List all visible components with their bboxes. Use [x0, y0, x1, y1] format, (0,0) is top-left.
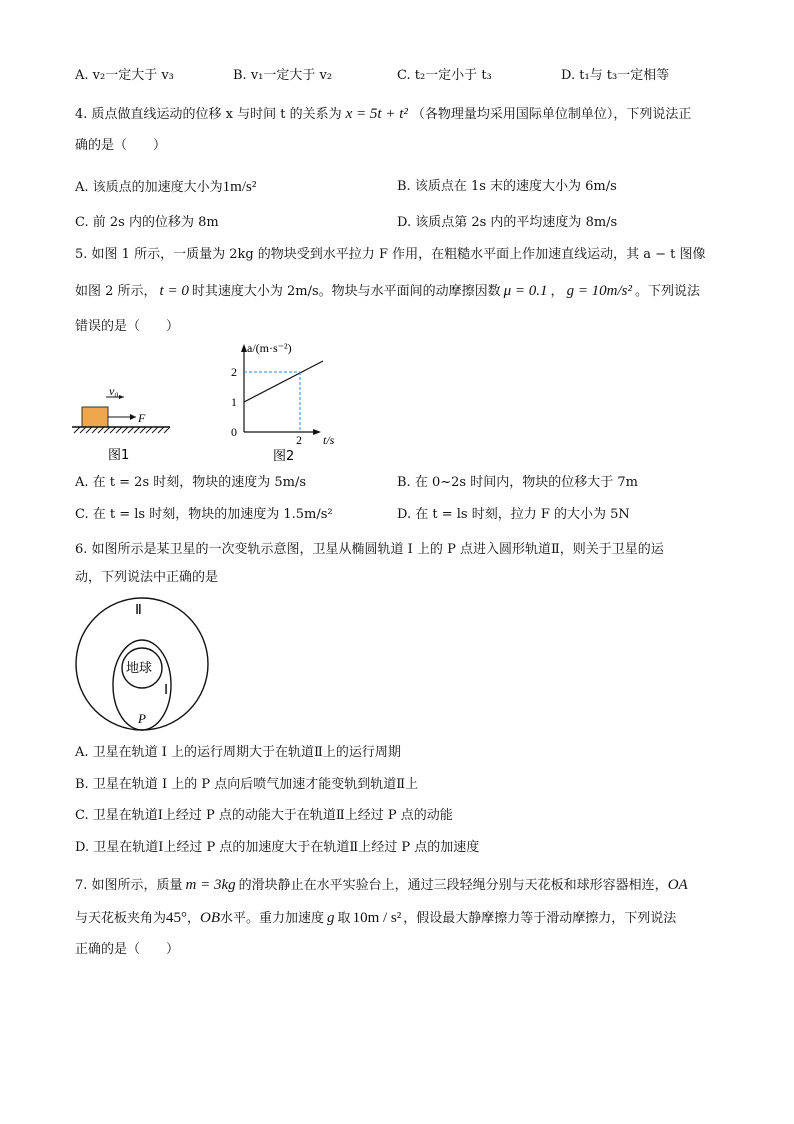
q7-stem-line1: 7. 如图所示，质量 m = 3kg 的滑块静止在水平实验台上，通过三段轻绳分别与天花板和球形容器相连，OA: [75, 877, 688, 893]
orbit-2-label: Ⅱ: [135, 603, 142, 618]
q5-figure-2: [225, 338, 345, 468]
q6-stem-line2: 动，下列说法中正确的是: [75, 570, 219, 585]
y-tick-1: 1: [231, 395, 237, 409]
q4-option-b: B. 该质点在 1s 末的速度大小为 6m/s: [397, 179, 617, 194]
x-tick-2: 2: [296, 433, 302, 447]
q5-figure-1: [70, 385, 180, 465]
fig2-caption: 图2: [273, 449, 295, 464]
q3-option-d: D. t₁与 t₃一定相等: [561, 68, 670, 83]
velocity-arrowhead: [119, 395, 124, 399]
ground-hatching: [74, 427, 170, 433]
y-axis-label: a/(m·s⁻²): [247, 341, 292, 355]
q5-stem-line2: 如图 2 所示， t = 0 时其速度大小为 2m/s。物块与水平面间的动摩擦因数 μ = 0.1 ， g = 10m/s² 。下列说法: [75, 283, 701, 299]
x-axis-label: t/s: [323, 433, 335, 447]
x-axis-arrow: [313, 429, 321, 435]
q5-stem-line3: 错误的是（ ）: [75, 319, 180, 334]
origin-label: 0: [231, 425, 237, 439]
q6-option-c: C. 卫星在轨道Ⅰ上经过 P 点的动能大于在轨道Ⅱ上经过 P 点的动能: [75, 808, 453, 823]
q3-option-a: A. v₂一定大于 v₃: [75, 68, 174, 83]
fig1-caption: 图1: [108, 448, 130, 463]
orbit-1-label: Ⅰ: [164, 683, 169, 698]
q5-stem-line1: 5. 如图 1 所示，一质量为 2kg 的物块受到水平拉力 F 作用，在粗糙水平面上作加速直线运动，其 a − t 图像: [75, 247, 706, 262]
a-t-line: [244, 361, 323, 402]
block-rect: [82, 407, 108, 427]
force-arrowhead: [130, 414, 136, 420]
earth-label: 地球: [126, 661, 153, 676]
q4-option-c: C. 前 2s 内的位移为 8m: [75, 215, 219, 230]
q6-option-d: D. 卫星在轨道Ⅰ上经过 P 点的加速度大于在轨道Ⅱ上经过 P 点的加速度: [75, 840, 480, 855]
q6-option-b: B. 卫星在轨道 Ⅰ 上的 P 点向后喷气加速才能变轨到轨道Ⅱ上: [75, 777, 419, 792]
q4-option-d: D. 该质点第 2s 内的平均速度为 8m/s: [397, 215, 618, 230]
q4-option-a: A. 该质点的加速度大小为1m/s²: [75, 179, 257, 195]
q7-stem-line3: 正确的是（ ）: [75, 942, 180, 957]
q6-stem-line1: 6. 如图所示是某卫星的一次变轨示意图，卫星从椭圆轨道 Ⅰ 上的 P 点进入圆形轨道Ⅱ，则关于卫星的运: [75, 542, 664, 557]
q5-option-d: D. 在 t = ls 时刻，拉力 F 的大小为 5N: [397, 507, 630, 522]
point-p-label: P: [138, 711, 146, 726]
y-tick-2: 2: [231, 365, 237, 379]
q7-stem-line2: 与天花板夹角为45°，OB水平。重力加速度 g 取 10m / s² ，假设最大静摩擦力等于滑动摩擦力，下列说法: [75, 910, 677, 926]
q3-option-b: B. v₁一定大于 v₂: [233, 68, 333, 83]
q4-stem-line1: 4. 质点做直线运动的位移 x 与时间 t 的关系为 x = 5t + t² （各物理量均采用国际单位制单位），下列说法正: [75, 106, 692, 122]
q4-stem-line2: 确的是（ ）: [75, 138, 167, 153]
q5-option-a: A. 在 t = 2s 时刻，物块的速度为 5m/s: [75, 475, 307, 490]
q6-orbit-figure: [74, 594, 214, 736]
v0-label: v₀: [109, 385, 119, 398]
q5-option-c: C. 在 t = ls 时刻，物块的加速度为 1.5m/s²: [75, 507, 333, 522]
force-label: F: [138, 411, 146, 425]
q6-option-a: A. 卫星在轨道 Ⅰ 上的运行周期大于在轨道Ⅱ上的运行周期: [75, 745, 401, 760]
q3-option-c: C. t₂一定小于 t₃: [397, 68, 492, 83]
q5-option-b: B. 在 0~2s 时间内，物块的位移大于 7m: [397, 475, 638, 490]
